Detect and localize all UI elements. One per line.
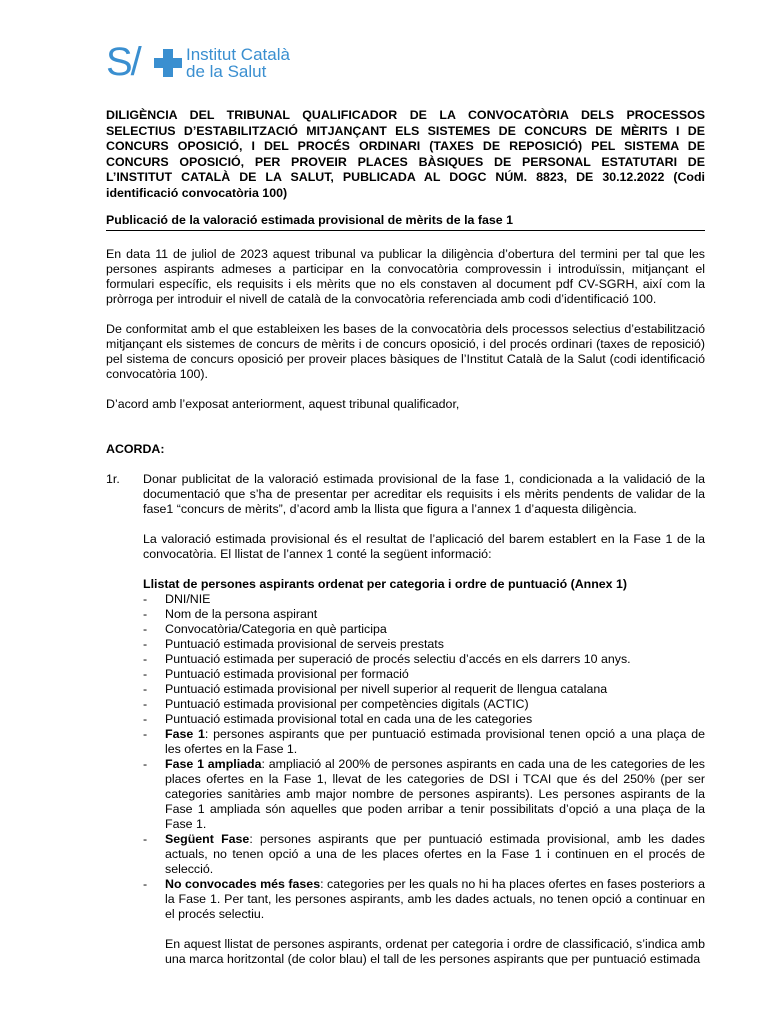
dash-marker: - (143, 727, 148, 741)
dash-marker: - (143, 622, 148, 636)
cross-icon (154, 49, 182, 77)
logo-line-1: Institut Català (186, 45, 290, 64)
list-item (143, 652, 705, 667)
dash-marker: - (143, 832, 148, 846)
term: No convocades més fases (165, 877, 321, 891)
list-item (143, 607, 705, 622)
logo-line-2: de la Salut (186, 62, 267, 81)
item-text: Donar publicitat de la valoració estimada provisional de la fase 1, condicionada a la validació de la documentació que s’ha de presentar per acreditar els requisits i els mèrits pendents de validar de la fase1 “concurs de mèrits”, d’acord amb la llista que figura a l’annex 1 d’aquesta diligència. (143, 472, 705, 516)
dash-marker: - (143, 607, 148, 621)
list-item-fase-1-ampliada (143, 757, 706, 832)
list-item (143, 637, 705, 652)
item-number: 1r. (106, 472, 120, 486)
document-body (106, 108, 705, 967)
list-item-text: Puntuació estimada provisional per competències digitals (ACTIC) (165, 697, 529, 711)
list-item-fase-1 (143, 727, 705, 757)
final-paragraph: En aquest llistat de persones aspirants, ordenat per categoria i ordre de classificació, s’indica amb una marca horitzontal (de color blau) el tall de les persones aspirants que per puntuació estimada (165, 937, 705, 966)
dash-marker: - (143, 637, 148, 651)
list-item (143, 697, 705, 712)
list-item (143, 622, 705, 637)
term-description: : ampliació al 200% de persones aspirants en cada una de les categories de les places ofertes en la Fase 1, llevat de les categories de DSI i TCAI que és del 250% (per ser categories sanitàries amb major nombre de persones aspirants). Les persones aspirants de la Fase 1 ampliada són aquelles que poden arribar a tenir possibilitats d’opció a una plaça de la Fase 1. (165, 757, 706, 831)
list-item (143, 667, 705, 682)
item-subtext: La valoració estimada provisional és el resultat de l’aplicació del barem establert en la Fase 1 de la convocatòria. El llistat de l’annex 1 conté la següent informació: (143, 532, 705, 561)
acorda-heading: ACORDA: (106, 442, 165, 456)
item-body (143, 472, 705, 967)
term: Fase 1 (165, 727, 205, 741)
term: Fase 1 ampliada (165, 757, 262, 771)
logo-name (186, 46, 290, 80)
list-item-text: DNI/NIE (165, 592, 211, 606)
logo-mark: S/ (106, 40, 140, 84)
paragraph-1: En data 11 de juliol de 2023 aquest tribunal va publicar la diligència d’obertura del termini per tal que les persones aspirants admeses a participar en la convocatòria comprovessin i introduïssin, mitjançant el formulari específic, els requisits i els mèrits que no els constaven al document pdf CV-SGRH, així com la pròrroga per introduir el nivell de català de la convocatòria referenciada amb codi d’identificació 100. (106, 247, 705, 306)
document-subtitle: Publicació de la valoració estimada provisional de mèrits de la fase 1 (106, 213, 705, 231)
term: Següent Fase (165, 832, 250, 846)
term-description: : persones aspirants que per puntuació estimada provisional tenen opció a una plaça de les ofertes en la Fase 1. (165, 727, 705, 756)
list-item-text: Puntuació estimada per superació de procés selectiu d’accés en els darrers 10 anys. (165, 652, 631, 666)
list-item-text: Puntuació estimada provisional de serveis prestats (165, 637, 444, 651)
paragraph-3: D’acord amb l’exposat anteriorment, aquest tribunal qualificador, (106, 397, 460, 411)
list-item-seguent-fase (143, 832, 705, 877)
dash-marker: - (143, 877, 148, 891)
dash-marker: - (143, 652, 148, 666)
list-item-text: Puntuació estimada provisional per nivell superior al requerit de llengua catalana (165, 682, 608, 696)
agreement-item-1 (106, 472, 705, 967)
list-item-text: Puntuació estimada provisional total en cada una de les categories (165, 712, 533, 726)
annex-field-list (143, 592, 706, 922)
list-item-no-convocades (143, 877, 705, 922)
term-description: : persones aspirants que per puntuació estimada provisional, amb les dades actuals, no tenen opció a una de les places ofertes en la Fase 1 i continuen en el procés de selecció. (165, 832, 705, 876)
dash-marker: - (143, 757, 148, 771)
dash-marker: - (143, 592, 148, 606)
list-item-text: Convocatòria/Categoria en què participa (165, 622, 387, 636)
list-item-text: Nom de la persona aspirant (165, 607, 318, 621)
dash-marker: - (143, 667, 148, 681)
list-item-text: Puntuació estimada provisional per formació (165, 667, 409, 681)
annex-list-title: Llistat de persones aspirants ordenat per categoria i ordre de puntuació (Annex 1) (143, 577, 628, 591)
list-item (143, 592, 705, 607)
list-item (143, 682, 705, 697)
paragraph-2: De conformitat amb el que estableixen les bases de la convocatòria dels processos selectius d’estabilització mitjançant els sistemes de concurs de mèrits i de concurs oposició, i del procés ordinari (taxes de reposició) pel sistema de concurs oposició per proveir places bàsiques de l’Institut Català de la Salut (codi identificació convocatòria 100). (106, 322, 705, 381)
document-title: DILIGÈNCIA DEL TRIBUNAL QUALIFICADOR DE LA CONVOCATÒRIA DELS PROCESSOS SELECTIUS D’ESTABILITZACIÓ MITJANÇANT ELS SISTEMES DE CONCURS DE MÈRITS I DE CONCURS OPOSICIÓ, I DEL PROCÉS ORDINARI (TAXES DE REPOSICIÓ) PEL SISTEMA DE CONCURS OPOSICIÓ, PER PROVEIR PLACES BÀSIQUES DE PERSONAL ESTATUTARI DE L’INSTITUT CATALÀ DE LA SALUT, PUBLICADA AL DOGC NÚM. 8823, DE 30.12.2022 (Codi identificació convocatòria 100) (106, 108, 705, 200)
term-description: : categories per les quals no hi ha places ofertes en fases posteriors a la Fase 1. Per tant, les persones aspirants, amb les dades actuals, no tenen opció a continuar en el procés selectiu. (165, 877, 705, 921)
dash-marker: - (143, 682, 148, 696)
dash-marker: - (143, 697, 148, 711)
dash-marker: - (143, 712, 148, 726)
list-item (143, 712, 705, 727)
